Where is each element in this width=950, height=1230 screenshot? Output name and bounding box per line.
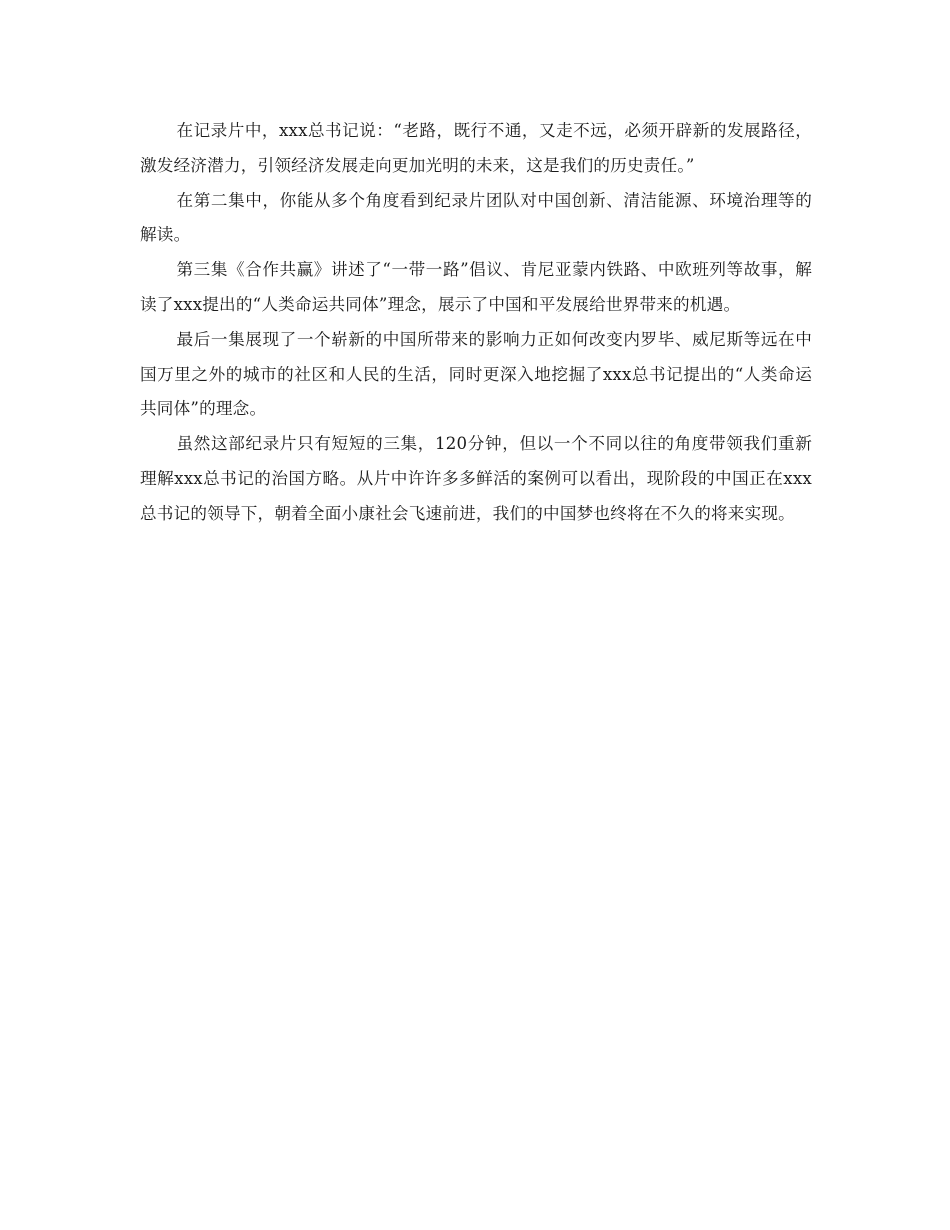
paragraph-conclusion: 虽然这部纪录片只有短短的三集，120分钟，但以一个不同以往的角度带领我们重新理解xxx总书记的治国方略。从片中许许多多鲜活的案例可以看出，现阶段的中国正在xxx总书记的领导下，朝着全面小康社会飞速前进，我们的中国梦也终将在不久的将来实现。: [140, 434, 812, 523]
paragraph-episode-two: 在第二集中，你能从多个角度看到纪录片团队对中国创新、清洁能源、环境治理等的解读。: [140, 190, 812, 245]
document-body: [140, 114, 812, 532]
paragraph-final-episode: 最后一集展现了一个崭新的中国所带来的影响力正如何改变内罗毕、威尼斯等远在中国万里之外的城市的社区和人民的生活，同时更深入地挖掘了xxx总书记提出的“人类命运共同体”的理念。: [140, 329, 812, 419]
paragraph-documentary-quote: 在记录片中，xxx总书记说：“老路，既行不通，又走不远，必须开辟新的发展路径，激发经济潜力，引领经济发展走向更加光明的未来，这是我们的历史责任。”: [140, 121, 812, 175]
paragraph-episode-three: 第三集《合作共赢》讲述了“一带一路”倡议、肯尼亚蒙内铁路、中欧班列等故事，解读了xxx提出的“人类命运共同体”理念，展示了中国和平发展给世界带来的机遇。: [140, 260, 812, 314]
